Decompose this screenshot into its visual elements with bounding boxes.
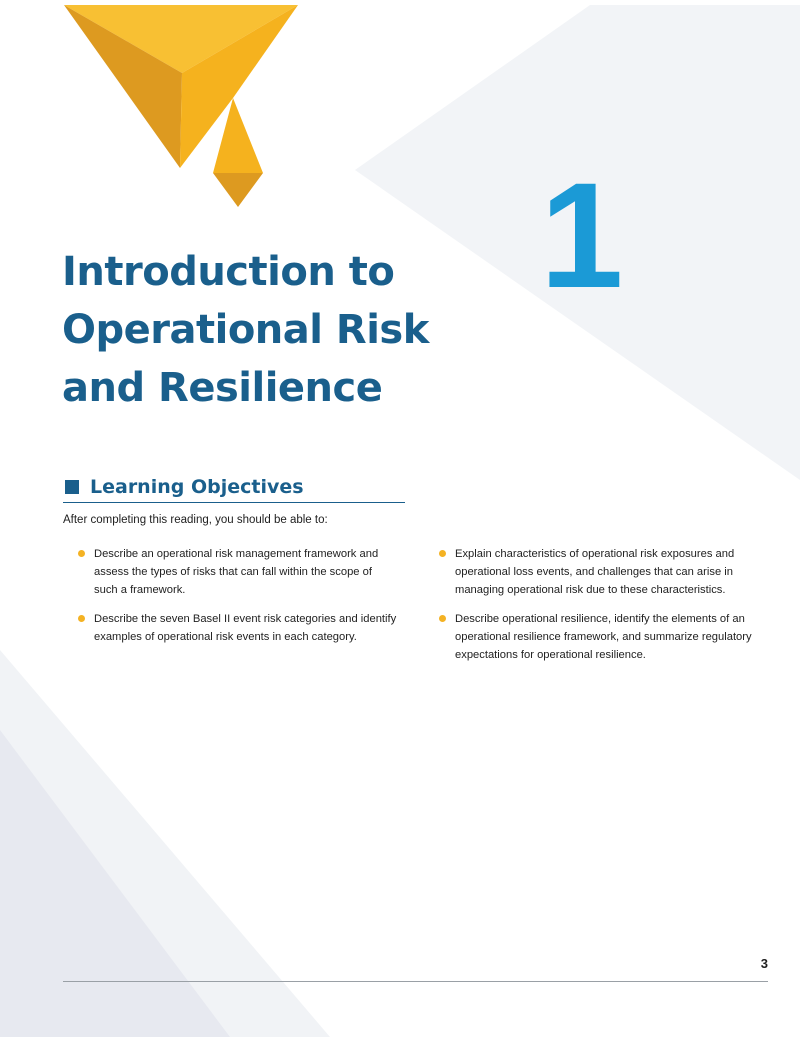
objective-item: [78, 545, 397, 599]
objectives-list: [78, 545, 758, 666]
logo-fold-lower: [213, 173, 263, 207]
objective-text: Describe an operational risk management framework and assess the types of risks that can fall within the scope of such a framework.: [94, 548, 379, 596]
bullet-dot-icon: [439, 615, 446, 622]
square-bullet-icon: [65, 480, 79, 494]
bullet-dot-icon: [439, 550, 446, 557]
objective-text: Explain characteristics of operational risk exposures and operational loss events, and challenges that can arise in managing operational risk due to these characteristics.: [455, 548, 735, 596]
chapter-number: 1: [540, 151, 624, 319]
bullet-dot-icon: [78, 615, 85, 622]
chapter-title-line-3: and Resilience: [62, 365, 383, 411]
objective-text: Describe the seven Basel II event risk categories and identify examples of operational risk events in each category.: [94, 613, 397, 643]
objective-text: Describe operational resilience, identify the elements of an operational resilience framework, and summarize regulatory expectations for operational resilience.: [455, 613, 752, 661]
gold-origami-logo: [64, 5, 298, 207]
chapter-title: [62, 243, 502, 417]
bullet-dot-icon: [78, 550, 85, 557]
footer-divider: [63, 981, 768, 982]
objective-item: [78, 610, 397, 646]
objective-item: [439, 610, 758, 664]
learning-objectives-header: [63, 474, 405, 503]
objective-item: [439, 545, 758, 599]
objectives-intro: After completing this reading, you should be able to:: [63, 514, 328, 526]
learning-objectives-heading: Learning Objectives: [90, 476, 304, 498]
chapter-title-line-1: Introduction to: [62, 249, 395, 295]
page-number: 3: [760, 956, 768, 971]
chapter-title-line-2: Operational Risk: [62, 307, 429, 353]
